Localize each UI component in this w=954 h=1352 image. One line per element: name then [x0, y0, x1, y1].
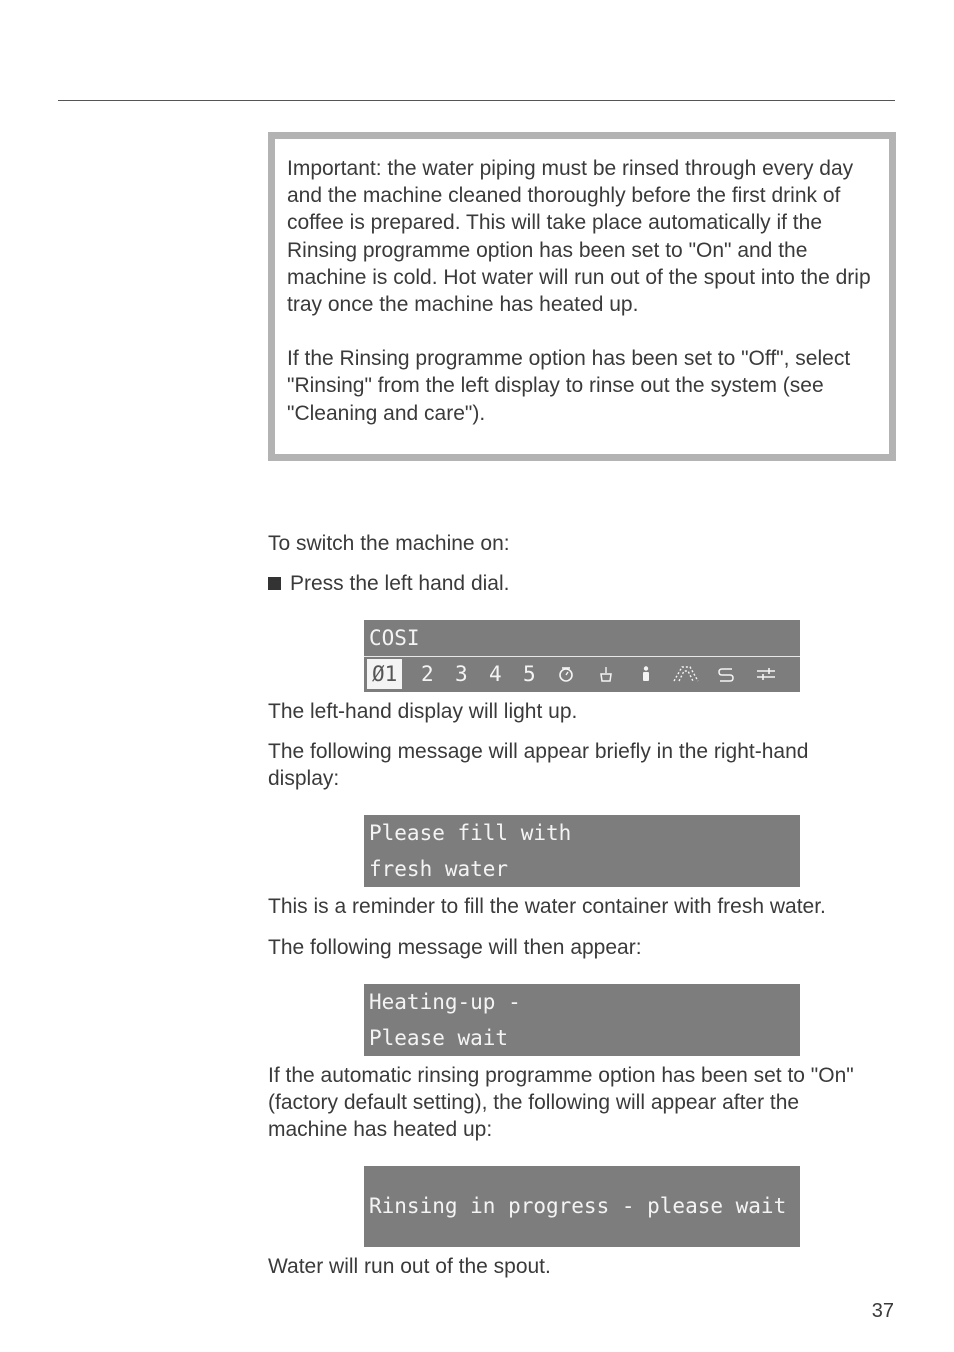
settings-icon — [746, 659, 786, 689]
water-spout-text: Water will run out of the spout. — [268, 1255, 551, 1278]
rinsing-display — [364, 1166, 800, 1247]
fill-water-display — [364, 815, 800, 887]
timer-icon — [546, 659, 586, 689]
program-4: 4 — [488, 662, 502, 686]
fill-water-line-1: Please fill with — [369, 821, 572, 845]
steam-icon — [666, 659, 706, 689]
step-text: Press the left hand dial. — [290, 572, 510, 595]
display-light-text: The left-hand display will light up. — [268, 700, 578, 723]
rinsing-line-1: Rinsing in progress - please wait — [369, 1194, 787, 1218]
top-rule — [58, 100, 895, 101]
following-message-text: The following message will appear briefly in the right-hand display: — [268, 740, 809, 791]
left-display-title: COSI — [369, 626, 420, 650]
note-paragraph-2: If the Rinsing programme option has been set to "Off", select "Rinsing" from the left display to rinse out the system (see "Cleaning and care"). — [287, 347, 851, 425]
cup-icon — [586, 659, 626, 689]
left-display — [364, 620, 800, 692]
page-number: 37 — [871, 1300, 894, 1322]
heating-line-1: Heating-up - — [369, 990, 521, 1014]
program-row — [364, 657, 800, 691]
program-5: 5 — [522, 662, 536, 686]
heating-line-2: Please wait — [369, 1026, 509, 1050]
step-press-dial — [268, 570, 509, 597]
important-note-box — [268, 132, 896, 461]
auto-rinse-text: If the automatic rinsing programme option has been set to "On" (factory default setting), the following will appear after the machine has heated up: — [268, 1064, 854, 1142]
program-3: 3 — [454, 662, 468, 686]
reminder-text: This is a reminder to fill the water container with fresh water. — [268, 895, 826, 918]
fill-water-line-2: fresh water — [369, 857, 509, 881]
heating-display — [364, 984, 800, 1056]
bullet-square-icon — [268, 577, 281, 590]
intro-text: To switch the machine on: — [268, 532, 510, 555]
program-selected: Ø1 — [367, 659, 402, 689]
figure-icon — [626, 659, 666, 689]
then-appear-text: The following message will then appear: — [268, 936, 642, 959]
note-paragraph-1: Important: the water piping must be rinsed through every day and the machine cleaned thoroughly before the first drink of coffee is prepared. This will take place automatically if the Rinsing programme option has been set to "On" and the machine is cold. Hot water will run out of the spout into the drip tray once the machine has heated up. — [287, 157, 871, 317]
program-2: 2 — [420, 662, 434, 686]
milk-icon — [706, 659, 746, 689]
